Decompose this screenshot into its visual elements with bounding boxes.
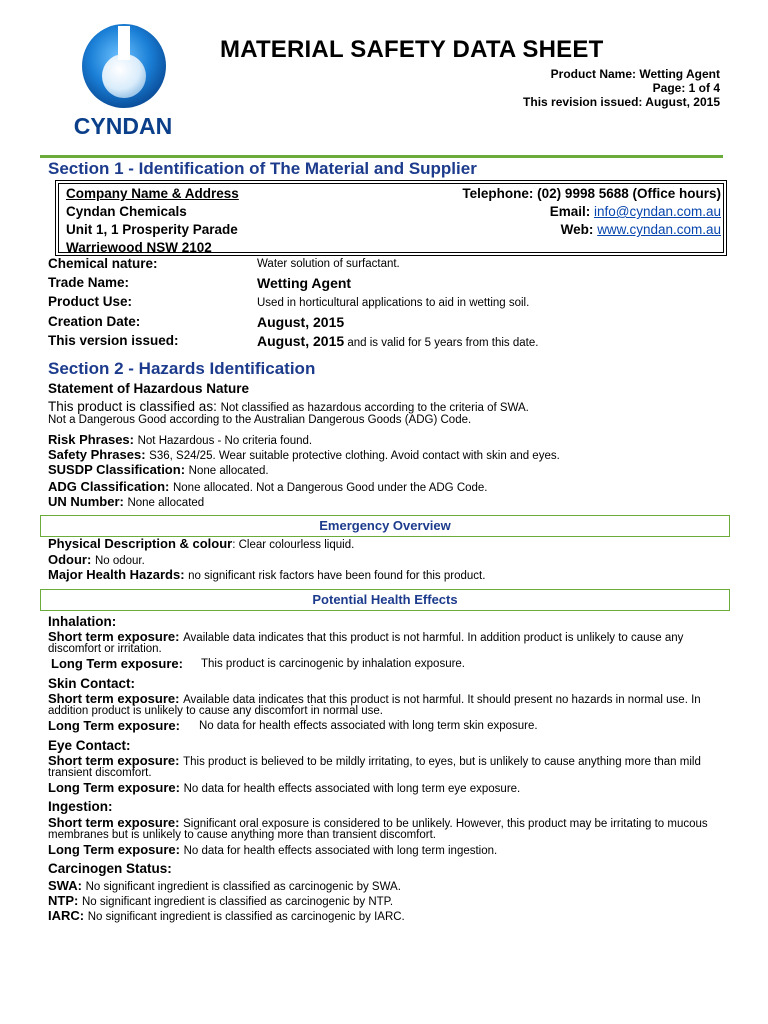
statement-heading: Statement of Hazardous Nature [48,381,250,396]
ingestion-long-term [48,842,497,857]
trade-name-label: Trade Name: [48,275,130,290]
ntp-text: No significant ingredient is classified as carcinogenic by NTP. [81,896,394,908]
section-1-title: Section 1 - Identification of The Material and Supplier [48,159,477,178]
odour-text: No odour. [94,555,145,567]
eye-long-term [48,780,520,795]
header-revision: This revision issued: August, 2015 [523,95,720,109]
header-product-name: Product Name: Wetting Agent [550,67,720,81]
safety-text: S36, S24/25. Wear suitable protective clothing. Avoid contact with skin and eyes. [149,450,560,462]
health-effects-header: Potential Health Effects [40,589,730,611]
adg-label: ADG Classification: [48,479,173,494]
major-text: no significant risk factors have been found for this product. [188,570,486,582]
inhalation-long-term-text: This product is carcinogenic by inhalation exposure. [201,658,466,670]
version-issued-label: This version issued: [48,333,179,348]
short-term-label: Short term exposure: [48,629,184,644]
risk-text: Not Hazardous - No criteria found. [137,435,313,447]
physical-label: Physical Description & colour [48,536,233,551]
odour [48,552,145,567]
susdp-classification [48,462,269,477]
un-number [48,494,204,509]
carcinogen-heading: Carcinogen Status: [48,861,172,876]
emergency-overview-header: Emergency Overview [40,515,730,537]
major-health-hazards [48,567,485,582]
company-web-row [561,221,721,239]
version-suffix: and is valid for 5 years from this date. [344,337,539,349]
email-link[interactable]: info@cyndan.com.au [593,204,721,219]
company-line: Warriewood NSW 2102 [66,240,212,255]
chemical-nature-label: Chemical nature: [48,256,158,271]
eye-contact-heading: Eye Contact: [48,738,131,753]
short-term-label: Short term exposure: [48,691,184,706]
email-label: Email: [549,204,591,219]
classification-line [48,399,529,414]
major-label: Major Health Hazards: [48,567,189,582]
product-use-value: Used in horticultural applications to aid in wetting soil. [257,297,530,309]
long-term-text: No data for health effects associated with long term eye exposure. [183,783,521,795]
safety-label: Safety Phrases: [48,447,150,462]
ingestion-short-term [48,817,708,841]
long-term-text: No data for health effects associated with long term ingestion. [183,845,498,857]
ntp-label: NTP: [48,893,82,908]
swa-text: No significant ingredient is classified as carcinogenic by SWA. [85,881,401,893]
ingestion-heading: Ingestion: [48,799,113,814]
safety-phrases [48,447,560,462]
section-divider [40,155,723,158]
skin-long-term-text: No data for health effects associated with long term skin exposure. [199,720,538,732]
skin-contact-heading: Skin Contact: [48,676,136,691]
adg-text: None allocated. Not a Dangerous Good under the ADG Code. [172,482,488,494]
creation-date-value: August, 2015 [257,314,345,330]
adg-classification [48,479,488,494]
un-label: UN Number: [48,494,128,509]
creation-date-label: Creation Date: [48,314,141,329]
inhalation-heading: Inhalation: [48,614,117,629]
eye-short-term [48,755,708,779]
carcinogen-ntp [48,893,393,908]
short-term-text: Available data indicates that this product is not harmful. It should present no hazards in normal use. In addition product is unlikely to cause any discomfort in normal use. [48,694,701,717]
company-email-row [550,203,721,221]
trade-name-value: Wetting Agent [257,275,352,291]
version-issued-value [257,333,538,351]
long-term-label: Long Term exposure: [48,842,184,857]
un-text: None allocated [127,497,205,509]
version-date: August, 2015 [257,333,345,349]
susdp-text: None allocated. [188,465,269,477]
susdp-label: SUSDP Classification: [48,462,189,477]
physical-description [48,536,354,551]
risk-phrases [48,432,312,447]
section-2-title: Section 2 - Hazards Identification [48,359,316,378]
iarc-text: No significant ingredient is classified as carcinogenic by IARC. [87,911,405,923]
product-use-label: Product Use: [48,294,133,309]
skin-short-term [48,693,708,717]
dg-line: Not a Dangerous Good according to the Australian Dangerous Goods (ADG) Code. [48,414,472,426]
odour-label: Odour: [48,552,95,567]
inhalation-short-term [48,631,708,655]
classified-lead: This product is classified as: [48,399,221,414]
iarc-label: IARC: [48,908,88,923]
cyndan-logo [62,18,184,140]
company-telephone: Telephone: (02) 9998 5688 (Office hours) [462,186,721,201]
company-info-box [55,180,727,256]
long-term-label: Long Term exposure: [48,718,180,733]
document-title: MATERIAL SAFETY DATA SHEET [220,36,604,63]
physical-text: : Clear colourless liquid. [232,539,355,551]
short-term-label: Short term exposure: [48,753,184,768]
skin-long-term [48,718,180,733]
short-term-label: Short term exposure: [48,815,184,830]
short-term-text: This product is believed to be mildly irritating, to eyes, but is unlikely to cause anything more than mild transient discomfort. [48,756,701,779]
web-label: Web: [560,222,594,237]
short-term-text: Available data indicates that this product is not harmful. In addition product is unlikely to cause any discomfort or irritation. [48,632,684,655]
carcinogen-iarc [48,908,405,923]
inhalation-long-term [51,656,183,671]
short-term-text: Significant oral exposure is considered to be unlikely. However, this product may be irritating to mucous membranes but is unlikely to cause anything more than transient discomfort. [48,818,708,841]
carcinogen-swa [48,878,401,893]
classified-text: Not classified as hazardous according to the criteria of SWA. [220,402,529,414]
long-term-label: Long Term exposure: [51,656,183,671]
web-link[interactable]: www.cyndan.com.au [597,222,721,237]
swa-label: SWA: [48,878,86,893]
header-page-number: Page: 1 of 4 [652,81,720,95]
long-term-label: Long Term exposure: [48,780,184,795]
logo-wordmark: CYNDAN [73,113,173,139]
risk-label: Risk Phrases: [48,432,138,447]
company-line: Unit 1, 1 Prosperity Parade [66,222,238,237]
chemical-nature-value: Water solution of surfactant. [257,258,400,270]
company-line: Cyndan Chemicals [66,204,187,219]
company-heading: Company Name & Address [66,186,239,201]
